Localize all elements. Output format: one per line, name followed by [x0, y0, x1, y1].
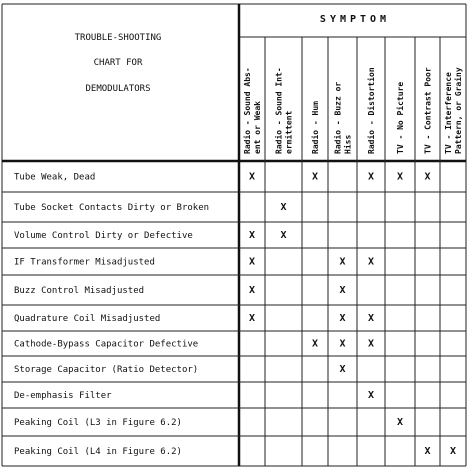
symptom-mark: X [367, 256, 375, 268]
cause-label: Quadrature Coil Misadjusted [14, 314, 161, 324]
symptom-mark: X [339, 256, 346, 268]
symptom-mark: X [396, 171, 404, 183]
symptom-header-1: ermittent [284, 110, 294, 154]
cause-label: Cathode-Bypass Capacitor Defective [14, 339, 199, 350]
symptom-mark: X [248, 171, 256, 183]
chart-title-line-3: DEMODULATORS [85, 84, 151, 94]
symptom-mark: X [280, 230, 287, 241]
symptom-header-6: TV - Contrast Poor [423, 67, 433, 154]
cause-label: Storage Capacitor (Ratio Detector) [14, 365, 199, 375]
symptom-mark: X [248, 230, 256, 241]
cause-label: Peaking Coil (L4 in Figure 6.2) [14, 447, 182, 457]
symptom-mark: X [367, 390, 375, 401]
symptom-header-1: Radio - Sound Int- [274, 67, 284, 154]
cause-labels [14, 173, 209, 458]
cause-label: Tube Socket Contacts Dirty or Broken [14, 203, 210, 213]
chart-title [75, 33, 162, 94]
symptom-mark: X [311, 171, 319, 183]
chart-title-line-1: TROUBLE-SHOOTING [74, 33, 162, 43]
symptom-mark: X [248, 285, 256, 296]
symptom-header-4: Radio - Distortion [367, 67, 376, 154]
symptom-header-0: Radio - Sound Abs- [243, 67, 252, 154]
symptom-mark: X [311, 338, 319, 350]
symptom-marks [249, 172, 456, 458]
symptom-mark: X [248, 313, 256, 324]
cause-label: Buzz Control Misadjusted [14, 286, 145, 296]
symptom-header-3: Radio - Buzz or [333, 81, 343, 154]
cause-label: Volume Control Dirty or Defective [14, 231, 193, 241]
symptom-mark: X [367, 313, 375, 324]
symptom-mark: X [339, 313, 346, 324]
symptom-mark: X [367, 338, 375, 350]
symptom-mark: X [339, 364, 346, 375]
symptom-header-2: Radio - Hum [311, 101, 320, 154]
symptom-mark: X [424, 446, 431, 457]
symptom-mark: X [424, 171, 431, 183]
symptom-header-7: TV - Interference [444, 72, 453, 154]
symptom-mark: X [396, 417, 404, 428]
symptom-header-3: Hiss [343, 134, 353, 154]
symptom-mark: X [339, 285, 346, 296]
symptom-header-7: Pattern, or Grainy [454, 67, 463, 154]
cause-label: Tube Weak, Dead [14, 172, 96, 183]
cause-label: IF Transformer Misadjusted [14, 257, 155, 268]
symptom-mark: X [280, 202, 287, 213]
symptom-mark: X [449, 446, 457, 457]
symptom-mark: X [339, 338, 346, 350]
chart-title-line-2: CHART FOR [93, 58, 143, 68]
symptom-header-5: TV - No Picture [396, 81, 405, 154]
symptom-header-0: ent or Weak [253, 101, 262, 154]
symptom-heading: SYMPTOM [319, 14, 391, 25]
cause-label: Peaking Coil (L3 in Figure 6.2) [14, 418, 182, 428]
cause-label: De-emphasis Filter [14, 391, 112, 401]
symptom-headers [242, 67, 463, 154]
symptom-mark: X [248, 256, 256, 268]
symptom-mark: X [367, 171, 375, 183]
